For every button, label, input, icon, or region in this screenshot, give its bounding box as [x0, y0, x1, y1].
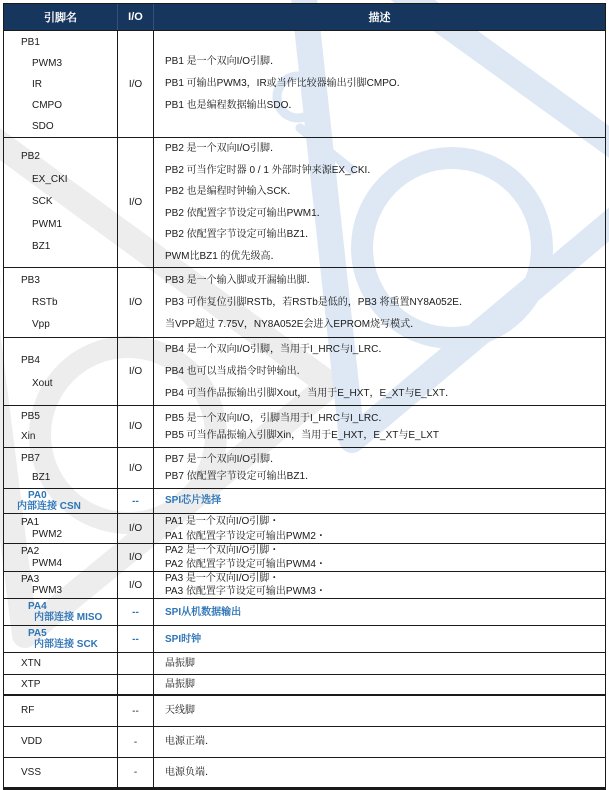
pin-name-cell	[4, 406, 118, 447]
pin-name: RF	[21, 705, 35, 716]
pin-name: PB1	[21, 36, 40, 48]
io-cell: I/O	[118, 406, 154, 447]
description-cell	[154, 489, 605, 513]
table-row-pa0	[4, 489, 605, 514]
pin-name: PB3	[21, 274, 40, 286]
pin-name: Xin	[21, 430, 36, 442]
pin-name: PWM1	[32, 218, 62, 230]
io-cell: -	[118, 727, 154, 757]
pin-name-cell	[4, 31, 118, 137]
description-line: PB2 是一个双向I/O引脚．	[165, 143, 281, 154]
description-cell	[154, 448, 605, 488]
description-line: PB2 也是编程时钟输入SCK．	[165, 186, 298, 197]
description-cell	[154, 696, 605, 726]
description-line: PB2 可当作定时器 0 / 1 外部时钟来源EX_CKI．	[165, 164, 378, 176]
pin-name: PB4	[21, 354, 40, 366]
description-line: PB7 是一个双向I/O引脚．	[165, 454, 281, 465]
description-line: 天线脚	[165, 705, 195, 716]
description-line: PWM比BZ1 的优先级高．	[165, 250, 281, 262]
description-line: PB5 可当作晶振输入引脚Xin，当用于E_HXT，E_XT与E_LXT	[165, 429, 439, 441]
pin-name: 内部连接 CSN	[17, 501, 81, 512]
table-row-pa2	[4, 544, 605, 572]
table-row-pb7	[4, 448, 605, 489]
io-cell: I/O	[118, 268, 154, 337]
table-row-xtn	[4, 653, 605, 675]
description-line: PB7 依配置字节设定可输出BZ1．	[165, 471, 316, 482]
pin-name: SCK	[32, 196, 53, 208]
description-line: PB3 是一个输入脚或开漏输出脚．	[165, 274, 317, 286]
description-line: 晶振脚	[165, 657, 195, 669]
description-line: PA2 依配置字节设定可输出PWM4・	[165, 558, 326, 570]
pin-name: PA1	[21, 517, 40, 528]
pin-name: PA0	[28, 489, 47, 501]
pin-name: BZ1	[32, 241, 51, 253]
table-row-pb1	[4, 31, 605, 138]
description-line: PB4 也可以当成指令时钟输出．	[165, 365, 307, 377]
pin-name: 内部连接 MISO	[34, 612, 103, 623]
column-header-description: 描述	[368, 12, 391, 24]
description-line: PB4 是一个双向I/O引脚，当用于I_HRC与I_LRC．	[165, 343, 389, 355]
description-line: PA1 依配置字节设定可输出PWM2・	[165, 530, 326, 542]
pin-name-cell	[4, 138, 118, 267]
column-header-pin-name: 引脚名	[4, 4, 118, 30]
description-cell	[154, 675, 605, 694]
pin-name: PA3	[21, 573, 40, 585]
pin-name: EX_CKI	[32, 173, 68, 185]
io-cell: I/O	[118, 514, 154, 543]
pin-name: 内部连接 SCK	[34, 639, 98, 650]
pin-name: SDO	[32, 120, 54, 132]
description-line: 当VPP超过 7.75V，NY8A052E会进入EPROM烧写模式．	[165, 318, 421, 330]
pin-name-cell	[4, 626, 118, 652]
pin-name: CMPO	[32, 99, 62, 111]
description-cell	[154, 572, 605, 598]
pin-name-cell	[4, 268, 118, 337]
pin-name-cell	[4, 514, 118, 543]
description-line: 电源正端．	[165, 736, 215, 747]
description-line: PA1 是一个双向I/O引脚・	[165, 515, 280, 527]
pin-name: RSTb	[32, 296, 58, 308]
pin-name: PB2	[21, 151, 40, 163]
table-row-rf	[4, 696, 605, 727]
pin-name: PA5	[28, 627, 47, 639]
table-body	[4, 31, 605, 788]
description-line: PB2 依配置字节设定可输出PWM1．	[165, 207, 327, 219]
description-cell	[154, 31, 605, 137]
io-cell: --	[118, 626, 154, 652]
description-cell	[154, 653, 605, 674]
description-line: PB5 是一个双向I/O，引脚当用于I_HRC与I_LRC．	[165, 412, 389, 424]
pin-name-cell	[4, 489, 118, 513]
description-line: PA3 依配置字节设定可输出PWM3・	[165, 586, 326, 597]
io-cell: I/O	[118, 572, 154, 598]
description-cell	[154, 138, 605, 267]
pin-name-cell	[4, 544, 118, 571]
pin-name: PWM2	[32, 528, 62, 540]
description-line: SPI从机数据输出	[165, 606, 242, 618]
pin-description-table	[3, 3, 606, 790]
pin-name: PA4	[28, 600, 47, 612]
io-cell: I/O	[118, 448, 154, 488]
pin-name: Xout	[32, 377, 53, 389]
pin-name-cell	[4, 675, 118, 694]
description-cell	[154, 599, 605, 625]
io-cell: I/O	[118, 338, 154, 405]
io-cell: I/O	[118, 31, 154, 137]
description-line: PB1 也是编程数据输出SDO．	[165, 100, 299, 111]
table-row-pb4	[4, 338, 605, 406]
table-row-pa3	[4, 572, 605, 599]
io-cell	[118, 675, 154, 694]
io-cell: -	[118, 758, 154, 787]
table-row-pa4	[4, 599, 605, 626]
table-row-pb5	[4, 406, 605, 448]
description-cell	[154, 268, 605, 337]
pin-name: Vpp	[32, 318, 50, 330]
io-cell: I/O	[118, 544, 154, 571]
description-line: 晶振脚	[165, 678, 195, 690]
pin-name-cell	[4, 338, 118, 405]
pin-name: PWM3	[32, 57, 62, 69]
io-cell: --	[118, 696, 154, 726]
pin-name: BZ1	[32, 472, 51, 483]
pin-name: PA2	[21, 546, 40, 557]
description-line: 电源负端．	[165, 766, 215, 778]
description-cell	[154, 544, 605, 571]
io-cell: --	[118, 489, 154, 513]
description-line: PA3 是一个双向I/O引脚・	[165, 572, 280, 584]
description-cell	[154, 758, 605, 787]
pin-name: PB5	[21, 410, 40, 422]
description-line: PB1 可输出PWM3，IR或当作比较器输出引脚CMPO．	[165, 78, 407, 89]
table-row-pa1	[4, 514, 605, 544]
table-header-row	[4, 4, 605, 31]
description-cell	[154, 514, 605, 543]
table-row-pa5	[4, 626, 605, 653]
description-line: SPI芯片选择	[165, 495, 222, 506]
description-cell	[154, 727, 605, 757]
description-line: PB2 依配置字节设定可输出BZ1．	[165, 229, 316, 240]
pin-name-cell	[4, 727, 118, 757]
pin-name: VDD	[21, 736, 43, 747]
description-line: PB4 可当作晶振输出引脚Xout，当用于E_HXT，E_XT与E_LXT．	[165, 387, 456, 399]
io-cell: --	[118, 599, 154, 625]
pin-name: XTN	[21, 657, 41, 669]
pin-name-cell	[4, 572, 118, 598]
table-row-pb2	[4, 138, 605, 268]
description-line: PB1 是一个双向I/O引脚．	[165, 56, 281, 67]
pin-name-cell	[4, 758, 118, 787]
description-cell	[154, 338, 605, 405]
column-header-io: I/O	[118, 4, 154, 30]
io-cell: I/O	[118, 138, 154, 267]
table-row-xtp	[4, 675, 605, 696]
pin-name: IR	[32, 78, 42, 90]
table-row-pb3	[4, 268, 605, 338]
io-cell	[118, 653, 154, 674]
pin-name: XTP	[21, 678, 41, 690]
description-cell	[154, 406, 605, 447]
description-line: PA2 是一个双向I/O引脚・	[165, 544, 280, 556]
pin-name: VSS	[21, 766, 42, 778]
pin-name: PWM3	[32, 585, 62, 596]
description-line: SPI时钟	[165, 633, 202, 645]
pin-name-cell	[4, 696, 118, 726]
table-row-vss	[4, 758, 605, 788]
description-line: PB3 可作复位引脚RSTb，若RSTb是低的，PB3 将重置NY8A052E．	[165, 296, 469, 308]
pin-name: PWM4	[32, 557, 62, 569]
description-cell	[154, 626, 605, 652]
pin-name-cell	[4, 448, 118, 488]
table-row-vdd	[4, 727, 605, 758]
pin-name: PB7	[21, 453, 40, 464]
pin-name-cell	[4, 653, 118, 674]
pin-name-cell	[4, 599, 118, 625]
